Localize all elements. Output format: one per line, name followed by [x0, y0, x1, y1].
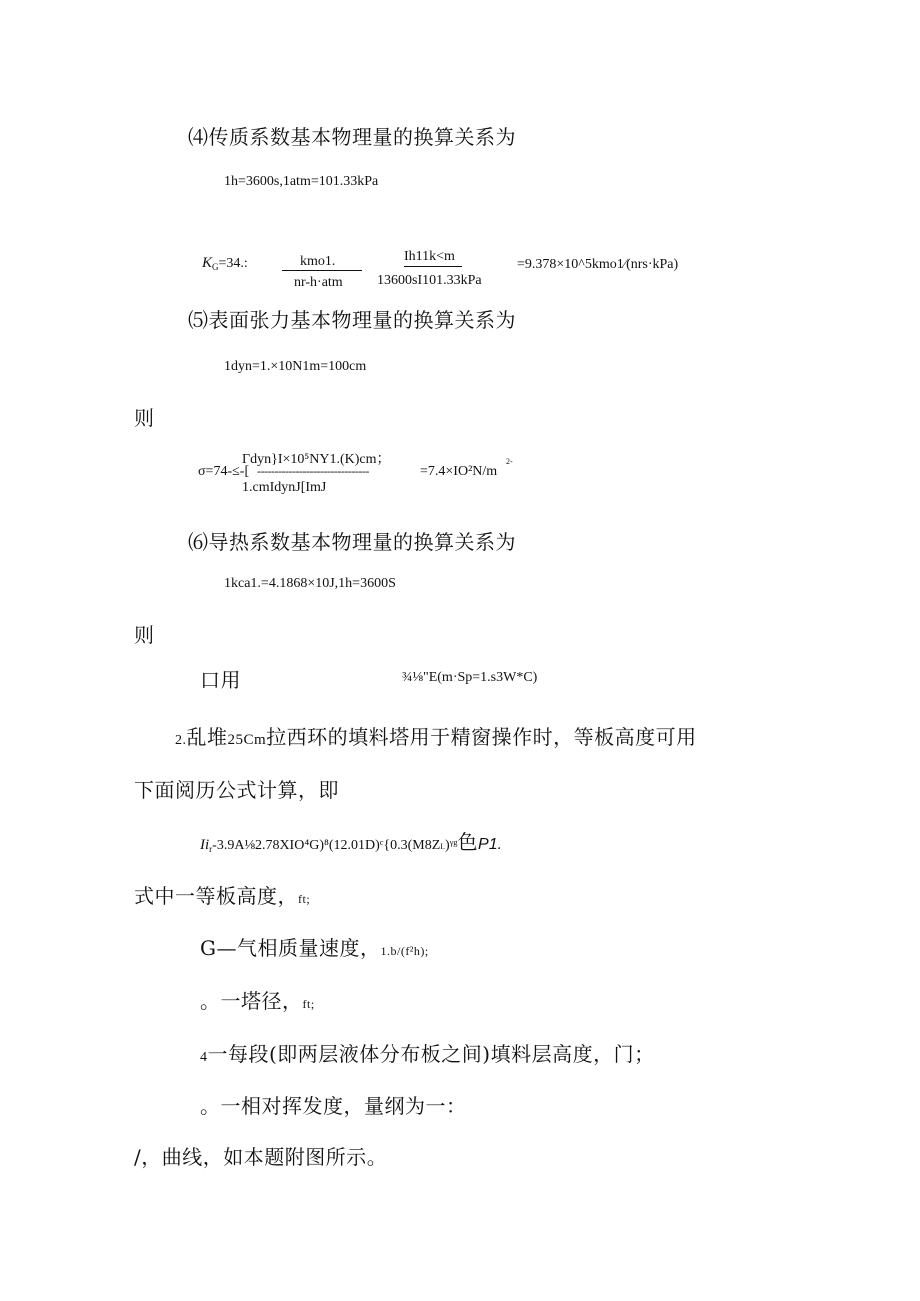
formula-h: Ii — [200, 837, 210, 853]
fraction-1-numerator: kmo1. — [300, 254, 336, 269]
problem-2-line-2: 下面阅历公式计算，即 — [134, 778, 339, 802]
section-5-then: 则 — [134, 406, 155, 430]
kg-symbol: K — [202, 255, 213, 271]
sigma-denominator: 1.cmIdynJ[ImJ — [242, 480, 327, 495]
formula-h-subscript: r — [209, 844, 213, 854]
section-6-heading: ⑹导热系数基本物理量的换算关系为 — [188, 530, 516, 554]
formula-part-5: )ᵞᵍ — [444, 838, 458, 853]
d-unit: ft; — [302, 997, 315, 1011]
sigma-exponent: 2- — [506, 457, 513, 466]
sigma-result: =7.4×IO²N/m — [420, 464, 498, 479]
z-symbol: 4 — [200, 1050, 208, 1065]
z-text: 一每段(即两层液体分布板之间)填料层高度，门； — [207, 1042, 655, 1066]
section-6-label: 口用 — [200, 668, 241, 692]
d-text: 。一塔径， — [200, 989, 303, 1013]
problem-2-text-a: 乱堆 — [186, 725, 228, 749]
problem-2-size: 25Cm — [227, 732, 267, 748]
where-text: 式中一等板高度， — [134, 884, 298, 908]
hetp-formula — [200, 826, 502, 855]
formula-part-1: -3.9A⅛2.78XIO⁴G) — [212, 838, 324, 853]
fraction-1-denominator: nr-h·atm — [294, 275, 343, 290]
g-definition — [200, 932, 429, 961]
d-definition — [200, 985, 315, 1014]
problem-2-line-1 — [175, 721, 697, 750]
problem-2-number: 2. — [175, 733, 187, 748]
sigma-fraction-bar: -------------------------------- — [257, 464, 369, 478]
kg-equals: =34.: — [218, 256, 248, 271]
section-6-conversion: 1kca1.=4.1868×10J,1h=3600S — [224, 576, 396, 591]
section-4-result: =9.378×10^5kmo1∕(nrs·kPa) — [517, 257, 679, 272]
section-4-heading: ⑷传质系数基本物理量的换算关系为 — [188, 125, 516, 149]
formula-glyph: 色 — [457, 830, 479, 854]
section-4-conversion: 1h=3600s,1atm=101.33kPa — [224, 174, 379, 189]
where-unit: ft; — [298, 892, 311, 906]
fraction-2-denominator: 13600sI101.33kPa — [377, 273, 482, 288]
alpha-definition: 。一相对挥发度，量纲为一： — [200, 1094, 467, 1118]
formula-part-4: I. — [440, 842, 445, 851]
z-definition — [200, 1038, 655, 1067]
fraction-2-bar — [404, 266, 462, 267]
g-unit: 1.b/(f²h); — [380, 944, 429, 958]
kg-equation — [202, 252, 248, 272]
fraction-1-bar — [282, 270, 362, 271]
curve-note: /，曲线，如本题附图所示。 — [134, 1145, 388, 1169]
sigma-numerator: Γdyn}I×10⁵NY1.(K)cm； — [242, 452, 391, 467]
section-6-result: ¾⅛"E(m·Sp=1.s3W*C) — [402, 670, 538, 685]
section-5-heading: ⑸表面张力基本物理量的换算关系为 — [188, 308, 516, 332]
g-text: G—气相质量速度， — [200, 936, 381, 960]
formula-tail: P1. — [478, 836, 503, 853]
formula-part-3: ᶜ{0.3(M8Z — [379, 838, 441, 853]
problem-2-text-b: 拉西环的填料塔用于精窗操作时，等板高度可用 — [266, 725, 697, 749]
kg-subscript: G — [212, 262, 219, 272]
fraction-2-numerator: Ih11k<m — [404, 249, 455, 264]
section-6-then: 则 — [134, 623, 155, 647]
formula-part-2: ⁸(12.01D) — [323, 838, 380, 853]
sigma-lhs: σ=74-≤-[ — [198, 464, 250, 479]
where-line — [134, 880, 310, 909]
section-5-conversion: 1dyn=1.×10N1m=100cm — [224, 359, 367, 374]
